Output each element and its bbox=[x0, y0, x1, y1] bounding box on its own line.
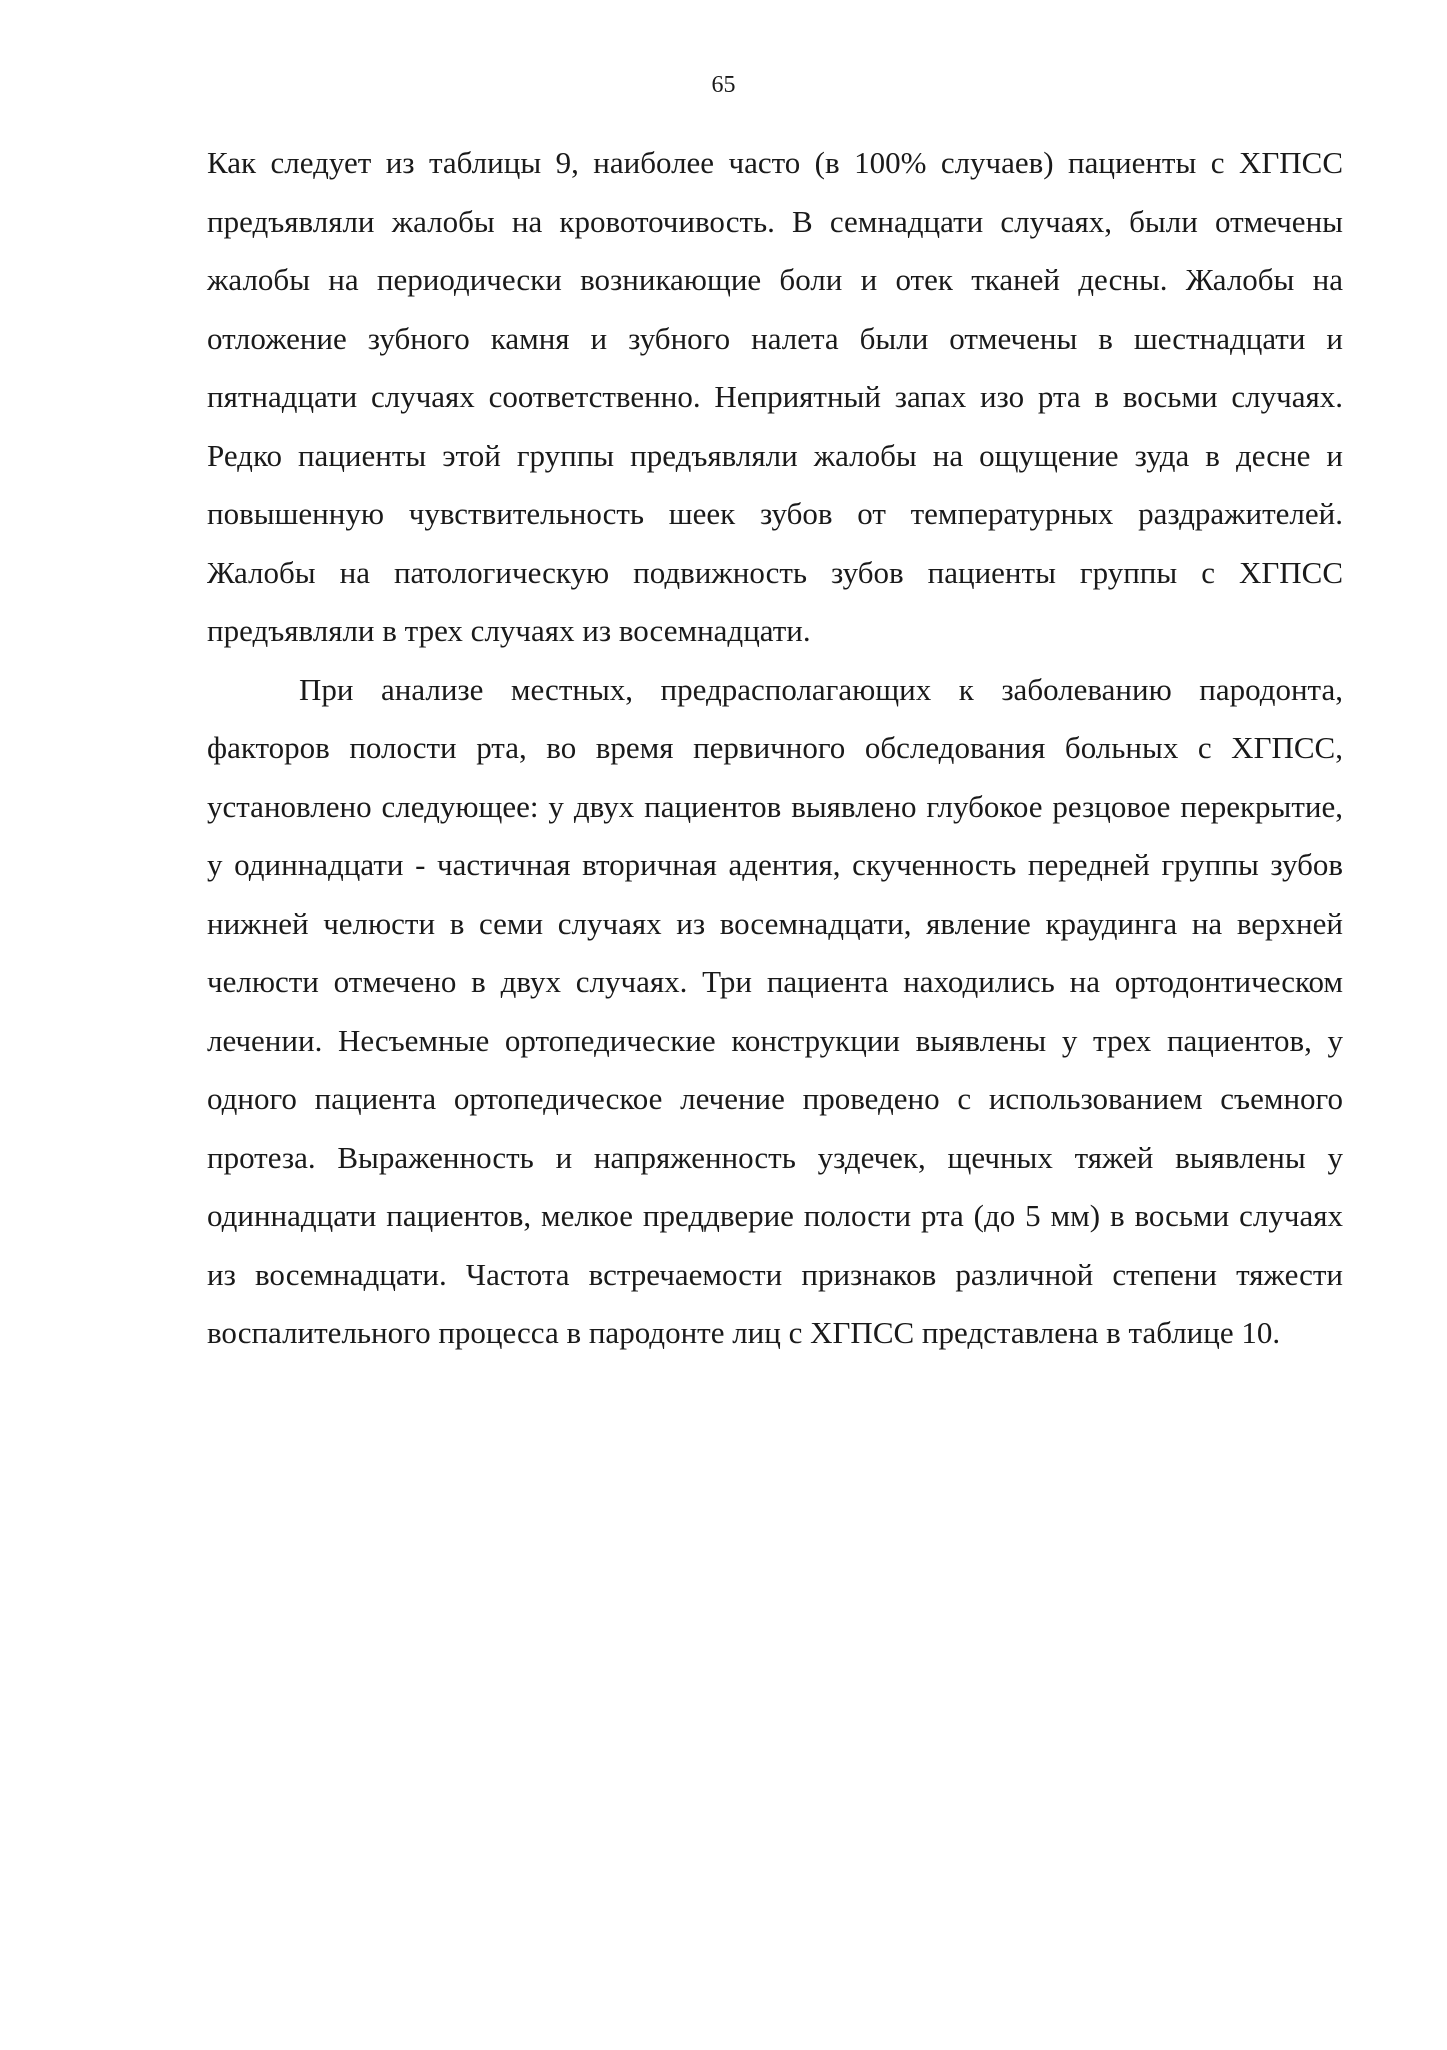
paragraph-complaints: Как следует из таблицы 9, наиболее часто (в 100% случаев) пациенты с ХГПСС предъявляли жалобы на кровоточивость. В семнадцати случаях, были отмечены жалобы на периодически возникающие боли и отек тканей десны. Жалобы на отложение зубного камня и зубного налета были отмечены в шестнадцати и пятнадцати случаях соответственно. Неприятный запах изо рта в восьми случаях. Редко пациенты этой группы предъявляли жалобы на ощущение зуда в десне и повышенную чувствительность шеек зубов от температурных раздражителей. Жалобы на патологическую подвижность зубов пациенты группы с ХГПСС предъявляли в трех случаях из восемнадцати. bbox=[207, 145, 1343, 648]
body-text bbox=[207, 134, 1343, 1363]
page-number: 65 bbox=[711, 72, 736, 98]
paragraph-local-factors: При анализе местных, предрасполагающих к заболеванию пародонта, факторов полости рта, во время первичного обследования больных с ХГПСС, установлено следующее: у двух пациентов выявлено глубокое резцовое перекрытие, у одиннадцати - частичная вторичная адентия, скученность передней группы зубов нижней челюсти в семи случаях из восемнадцати, явление краудинга на верхней челюсти отмечено в двух случаях. Три пациента находились на ортодонтическом лечении. Несъемные ортопедические конструкции выявлены у трех пациентов, у одного пациента ортопедическое лечение проведено с использованием съемного протеза. Выраженность и напряженность уздечек, щечных тяжей выявлены у одиннадцати пациентов, мелкое преддверие полости рта (до 5 мм) в восьми случаях из восемнадцати. Частота встречаемости признаков различной степени тяжести воспалительного процесса в пародонте лиц с ХГПСС представлена в таблице 10. bbox=[207, 671, 1343, 1350]
